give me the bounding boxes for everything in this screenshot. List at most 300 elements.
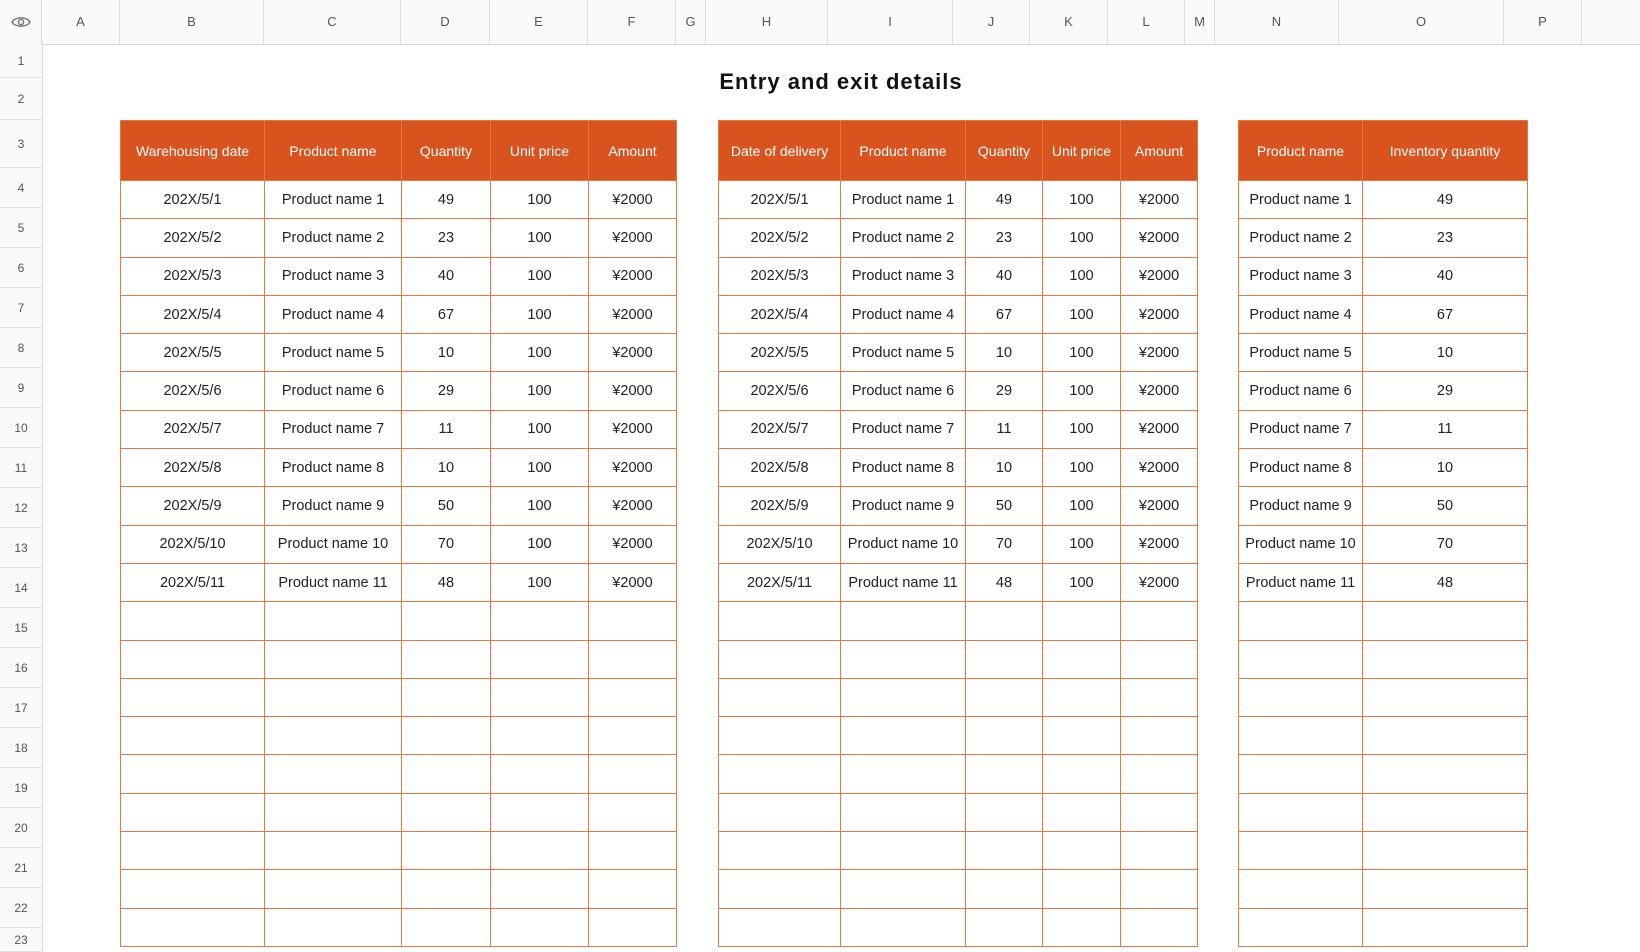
entry-cell-empty[interactable] [265,755,402,793]
exit-cell[interactable]: 202X/5/7 [719,410,841,448]
entry-cell[interactable]: ¥2000 [589,257,677,295]
exit-cell[interactable]: Product name 11 [841,563,966,601]
entry-cell-empty[interactable] [265,793,402,831]
inventory-cell[interactable]: 10 [1363,449,1528,487]
row-header-5[interactable]: 5 [0,208,42,248]
entry-cell-empty[interactable] [265,908,402,946]
inventory-cell[interactable]: 48 [1363,563,1528,601]
exit-cell-empty[interactable] [1043,832,1121,870]
eye-icon[interactable] [11,15,31,29]
entry-cell[interactable]: 202X/5/9 [121,487,265,525]
exit-cell[interactable]: 202X/5/4 [719,295,841,333]
exit-cell[interactable]: ¥2000 [1121,525,1198,563]
exit-cell-empty[interactable] [719,832,841,870]
exit-cell[interactable]: 202X/5/3 [719,257,841,295]
inventory-cell[interactable]: Product name 6 [1239,372,1363,410]
entry-cell[interactable]: 100 [491,487,589,525]
exit-cell[interactable]: 10 [966,334,1043,372]
entry-cell[interactable]: 40 [402,257,491,295]
entry-cell[interactable]: ¥2000 [589,487,677,525]
row-header-12[interactable]: 12 [0,488,42,528]
exit-cell[interactable]: 67 [966,295,1043,333]
entry-cell-empty[interactable] [491,640,589,678]
inventory-cell[interactable]: 11 [1363,410,1528,448]
inventory-cell-empty[interactable] [1363,755,1528,793]
inventory-cell[interactable]: Product name 3 [1239,257,1363,295]
inventory-cell[interactable]: Product name 8 [1239,449,1363,487]
exit-cell-empty[interactable] [1121,755,1198,793]
entry-cell-empty[interactable] [121,755,265,793]
inventory-cell[interactable]: 29 [1363,372,1528,410]
entry-cell[interactable]: 48 [402,563,491,601]
exit-cell[interactable]: 49 [966,181,1043,219]
row-header-15[interactable]: 15 [0,608,42,648]
entry-cell[interactable]: ¥2000 [589,219,677,257]
exit-cell-empty[interactable] [841,832,966,870]
exit-cell[interactable]: ¥2000 [1121,295,1198,333]
entry-cell[interactable]: 11 [402,410,491,448]
exit-cell-empty[interactable] [841,908,966,946]
inventory-cell[interactable]: Product name 4 [1239,295,1363,333]
exit-cell-empty[interactable] [719,602,841,640]
entry-cell[interactable]: ¥2000 [589,372,677,410]
exit-cell-empty[interactable] [719,793,841,831]
entry-cell-empty[interactable] [121,640,265,678]
column-header-a[interactable]: A [42,0,120,44]
entry-cell-empty[interactable] [402,678,491,716]
entry-cell-empty[interactable] [491,678,589,716]
exit-cell[interactable]: 100 [1043,219,1121,257]
row-header-9[interactable]: 9 [0,368,42,408]
column-header-d[interactable]: D [401,0,490,44]
exit-cell[interactable]: Product name 5 [841,334,966,372]
inventory-cell-empty[interactable] [1239,640,1363,678]
exit-cell[interactable]: Product name 9 [841,487,966,525]
exit-cell-empty[interactable] [966,908,1043,946]
row-header-20[interactable]: 20 [0,808,42,848]
entry-cell[interactable]: 100 [491,563,589,601]
exit-cell[interactable]: 11 [966,410,1043,448]
exit-cell-empty[interactable] [966,755,1043,793]
entry-cell[interactable]: 100 [491,334,589,372]
exit-cell-empty[interactable] [841,717,966,755]
entry-cell-empty[interactable] [589,832,677,870]
entry-cell[interactable]: ¥2000 [589,334,677,372]
inventory-cell-empty[interactable] [1363,640,1528,678]
entry-cell-empty[interactable] [402,640,491,678]
inventory-cell[interactable]: Product name 7 [1239,410,1363,448]
entry-cell[interactable]: ¥2000 [589,525,677,563]
exit-cell[interactable]: 100 [1043,525,1121,563]
inventory-cell[interactable]: Product name 2 [1239,219,1363,257]
entry-cell-empty[interactable] [589,870,677,908]
entry-cell-empty[interactable] [402,755,491,793]
table-row-empty [719,870,1198,908]
inventory-cell-empty[interactable] [1239,602,1363,640]
exit-cell-empty[interactable] [966,832,1043,870]
exit-cell[interactable]: 202X/5/5 [719,334,841,372]
inventory-cell-empty[interactable] [1239,832,1363,870]
exit-cell-empty[interactable] [1043,755,1121,793]
entry-cell-empty[interactable] [589,717,677,755]
table-row-empty [1239,717,1528,755]
exit-cell-empty[interactable] [841,602,966,640]
exit-cell-empty[interactable] [1043,717,1121,755]
entry-cell[interactable]: 10 [402,334,491,372]
exit-cell-empty[interactable] [966,717,1043,755]
entry-cell-empty[interactable] [402,793,491,831]
entry-cell-empty[interactable] [589,640,677,678]
exit-cell[interactable]: ¥2000 [1121,563,1198,601]
entry-cell[interactable]: Product name 11 [265,563,402,601]
entry-cell[interactable]: Product name 2 [265,219,402,257]
column-header-f[interactable]: F [588,0,676,44]
row-header-13[interactable]: 13 [0,528,42,568]
entry-cell-empty[interactable] [491,793,589,831]
exit-cell[interactable]: 100 [1043,410,1121,448]
exit-cell[interactable]: Product name 6 [841,372,966,410]
entry-cell-empty[interactable] [589,602,677,640]
exit-cell[interactable]: 23 [966,219,1043,257]
exit-cell-empty[interactable] [1121,870,1198,908]
entry-cell[interactable]: Product name 4 [265,295,402,333]
exit-column-header[interactable]: Product name [841,121,966,181]
entry-cell[interactable]: Product name 9 [265,487,402,525]
exit-cell-empty[interactable] [719,640,841,678]
exit-cell[interactable]: Product name 8 [841,449,966,487]
entry-cell-empty[interactable] [402,602,491,640]
column-header-j[interactable]: J [953,0,1030,44]
entry-cell[interactable]: 100 [491,525,589,563]
entry-cell[interactable]: ¥2000 [589,449,677,487]
entry-column-header[interactable]: Warehousing date [121,121,265,181]
exit-cell-empty[interactable] [1043,678,1121,716]
entry-cell[interactable]: 29 [402,372,491,410]
table-row [121,410,677,448]
entry-cell-empty[interactable] [589,755,677,793]
exit-cell-empty[interactable] [1043,793,1121,831]
exit-cell-empty[interactable] [719,755,841,793]
row-header-21[interactable]: 21 [0,848,42,888]
exit-cell-empty[interactable] [1043,908,1121,946]
entry-column-header[interactable]: Product name [265,121,402,181]
exit-cell[interactable]: 202X/5/9 [719,487,841,525]
inventory-cell[interactable]: 10 [1363,334,1528,372]
exit-cell[interactable]: 202X/5/2 [719,219,841,257]
exit-cell[interactable]: Product name 7 [841,410,966,448]
entry-cell[interactable]: 202X/5/10 [121,525,265,563]
inventory-cell[interactable]: 67 [1363,295,1528,333]
row-header-17[interactable]: 17 [0,688,42,728]
exit-cell-empty[interactable] [1043,640,1121,678]
inventory-cell-empty[interactable] [1239,755,1363,793]
entry-cell-empty[interactable] [265,717,402,755]
entry-cell-empty[interactable] [121,832,265,870]
exit-cell[interactable]: 10 [966,449,1043,487]
exit-cell[interactable]: Product name 4 [841,295,966,333]
entry-cell[interactable]: Product name 10 [265,525,402,563]
exit-cell-empty[interactable] [1121,640,1198,678]
exit-cell-empty[interactable] [966,602,1043,640]
inventory-cell-empty[interactable] [1239,678,1363,716]
exit-cell[interactable]: ¥2000 [1121,334,1198,372]
row-header-11[interactable]: 11 [0,448,42,488]
exit-cell-empty[interactable] [1121,793,1198,831]
exit-cell-empty[interactable] [1121,602,1198,640]
exit-cell[interactable]: 100 [1043,257,1121,295]
inventory-cell-empty[interactable] [1363,717,1528,755]
entry-cell-empty[interactable] [491,602,589,640]
column-header-g[interactable]: G [676,0,706,44]
row-header-6[interactable]: 6 [0,248,42,288]
entry-cell-empty[interactable] [589,908,677,946]
row-header-19[interactable]: 19 [0,768,42,808]
table-row-empty [121,717,677,755]
entry-cell-empty[interactable] [491,870,589,908]
exit-cell[interactable]: ¥2000 [1121,372,1198,410]
entry-cell-empty[interactable] [265,602,402,640]
column-header-e[interactable]: E [490,0,588,44]
inventory-cell-empty[interactable] [1239,793,1363,831]
entry-cell-empty[interactable] [121,717,265,755]
exit-cell[interactable]: 100 [1043,449,1121,487]
entry-cell[interactable]: 202X/5/3 [121,257,265,295]
column-header-h[interactable]: H [706,0,828,44]
inventory-cell[interactable]: 50 [1363,487,1528,525]
exit-cell-empty[interactable] [1043,870,1121,908]
sheet-title[interactable]: Entry and exit details [719,69,963,94]
entry-column-header[interactable]: Amount [589,121,677,181]
entry-cell-empty[interactable] [402,870,491,908]
exit-cell-empty[interactable] [966,678,1043,716]
row-header-3[interactable]: 3 [0,120,42,168]
inventory-cell-empty[interactable] [1239,870,1363,908]
entry-cell[interactable]: Product name 8 [265,449,402,487]
entry-cell[interactable]: 100 [491,372,589,410]
entry-cell[interactable]: Product name 1 [265,181,402,219]
entry-cell[interactable]: ¥2000 [589,410,677,448]
entry-cell-empty[interactable] [265,870,402,908]
entry-cell[interactable]: 202X/5/8 [121,449,265,487]
entry-cell[interactable]: 10 [402,449,491,487]
entry-cell[interactable]: ¥2000 [589,295,677,333]
exit-cell[interactable]: 100 [1043,372,1121,410]
row-header-4[interactable]: 4 [0,168,42,208]
inventory-cell[interactable]: Product name 5 [1239,334,1363,372]
entry-cell[interactable]: Product name 7 [265,410,402,448]
select-all-corner[interactable] [0,0,42,44]
exit-cell[interactable]: 70 [966,525,1043,563]
exit-cell-empty[interactable] [1043,602,1121,640]
row-header-2[interactable]: 2 [0,78,42,120]
entry-cell[interactable]: 100 [491,257,589,295]
column-header-n[interactable]: N [1215,0,1339,44]
exit-cell[interactable]: 100 [1043,487,1121,525]
exit-cell-empty[interactable] [719,870,841,908]
exit-cell[interactable]: 202X/5/11 [719,563,841,601]
entry-cell-empty[interactable] [121,602,265,640]
entry-cell-empty[interactable] [402,832,491,870]
entry-cell-empty[interactable] [402,717,491,755]
row-header-1[interactable]: 1 [0,44,42,78]
exit-column-header[interactable]: Quantity [966,121,1043,181]
entry-cell[interactable]: 100 [491,219,589,257]
entry-cell[interactable]: 49 [402,181,491,219]
inventory-cell[interactable]: 49 [1363,181,1528,219]
entry-cell-empty[interactable] [121,908,265,946]
exit-cell[interactable]: 100 [1043,181,1121,219]
entry-cell[interactable]: Product name 6 [265,372,402,410]
exit-cell[interactable]: 202X/5/6 [719,372,841,410]
row-header-16[interactable]: 16 [0,648,42,688]
exit-cell-empty[interactable] [1121,908,1198,946]
exit-cell[interactable]: Product name 3 [841,257,966,295]
inventory-cell-empty[interactable] [1363,870,1528,908]
exit-cell[interactable]: 40 [966,257,1043,295]
column-header-b[interactable]: B [120,0,264,44]
exit-cell[interactable]: ¥2000 [1121,449,1198,487]
entry-cell[interactable]: 100 [491,449,589,487]
row-header-18[interactable]: 18 [0,728,42,768]
entry-cell-empty[interactable] [402,908,491,946]
row-header-23[interactable]: 23 [0,928,42,952]
column-header-i[interactable]: I [828,0,953,44]
exit-cell-empty[interactable] [841,793,966,831]
column-header-c[interactable]: C [264,0,401,44]
exit-cell-empty[interactable] [719,908,841,946]
entry-column-header[interactable]: Quantity [402,121,491,181]
inventory-cell-empty[interactable] [1363,602,1528,640]
inventory-cell-empty[interactable] [1239,908,1363,946]
exit-cell[interactable]: 202X/5/8 [719,449,841,487]
entry-cell-empty[interactable] [589,678,677,716]
column-header-p[interactable]: P [1504,0,1582,44]
column-header-k[interactable]: K [1030,0,1108,44]
entry-cell[interactable]: 100 [491,181,589,219]
entry-cell[interactable]: 202X/5/5 [121,334,265,372]
exit-cell[interactable]: ¥2000 [1121,181,1198,219]
entry-cell-empty[interactable] [265,832,402,870]
exit-cell[interactable]: ¥2000 [1121,410,1198,448]
exit-cell-empty[interactable] [719,717,841,755]
exit-cell[interactable]: Product name 1 [841,181,966,219]
entry-cell[interactable]: 23 [402,219,491,257]
entry-cell[interactable]: Product name 3 [265,257,402,295]
entry-cell[interactable]: 50 [402,487,491,525]
inventory-cell[interactable]: 40 [1363,257,1528,295]
entry-cell-empty[interactable] [589,793,677,831]
entry-cell[interactable]: 100 [491,295,589,333]
entry-cell[interactable]: 70 [402,525,491,563]
exit-cell[interactable]: ¥2000 [1121,487,1198,525]
entry-column-header[interactable]: Unit price [491,121,589,181]
entry-cell-empty[interactable] [491,908,589,946]
entry-cell[interactable]: ¥2000 [589,563,677,601]
exit-cell-empty[interactable] [966,640,1043,678]
inventory-cell[interactable]: 23 [1363,219,1528,257]
entry-cell-empty[interactable] [121,678,265,716]
inventory-cell[interactable]: Product name 11 [1239,563,1363,601]
inventory-cell-empty[interactable] [1363,793,1528,831]
exit-cell[interactable]: 48 [966,563,1043,601]
exit-cell[interactable]: ¥2000 [1121,257,1198,295]
entry-cell[interactable]: 202X/5/6 [121,372,265,410]
entry-cell-empty[interactable] [121,793,265,831]
inventory-cell-empty[interactable] [1239,717,1363,755]
exit-cell[interactable]: 100 [1043,563,1121,601]
entry-cell-empty[interactable] [265,678,402,716]
exit-column-header[interactable]: Date of delivery [719,121,841,181]
entry-cell[interactable]: ¥2000 [589,181,677,219]
entry-cell-empty[interactable] [491,717,589,755]
inventory-cell[interactable]: Product name 9 [1239,487,1363,525]
exit-cell-empty[interactable] [1121,717,1198,755]
entry-cell[interactable]: 100 [491,410,589,448]
inventory-cell-empty[interactable] [1363,832,1528,870]
exit-cell-empty[interactable] [719,678,841,716]
exit-cell[interactable]: ¥2000 [1121,219,1198,257]
exit-cell[interactable]: 100 [1043,334,1121,372]
exit-cell[interactable]: Product name 2 [841,219,966,257]
table-row-empty [121,755,677,793]
row-header-7[interactable]: 7 [0,288,42,328]
entry-cell[interactable]: 67 [402,295,491,333]
row-header-22[interactable]: 22 [0,888,42,928]
entry-cell[interactable]: 202X/5/2 [121,219,265,257]
exit-cell[interactable]: 100 [1043,295,1121,333]
row-header-8[interactable]: 8 [0,328,42,368]
table-row-empty [1239,602,1528,640]
entry-cell[interactable]: 202X/5/11 [121,563,265,601]
inventory-cell[interactable]: Product name 10 [1239,525,1363,563]
exit-column-header[interactable]: Amount [1121,121,1198,181]
entry-cell-empty[interactable] [491,755,589,793]
inventory-cell[interactable]: 70 [1363,525,1528,563]
exit-cell-empty[interactable] [841,755,966,793]
column-header-l[interactable]: L [1108,0,1185,44]
entry-cell[interactable]: 202X/5/4 [121,295,265,333]
exit-cell[interactable]: 29 [966,372,1043,410]
exit-cell-empty[interactable] [841,678,966,716]
exit-cell-empty[interactable] [841,870,966,908]
entry-cell[interactable]: Product name 5 [265,334,402,372]
entry-cell-empty[interactable] [491,832,589,870]
exit-cell-empty[interactable] [1121,832,1198,870]
inventory-cell-empty[interactable] [1363,908,1528,946]
inventory-cell[interactable]: Product name 1 [1239,181,1363,219]
row-header-14[interactable]: 14 [0,568,42,608]
exit-cell[interactable]: 202X/5/10 [719,525,841,563]
exit-cell[interactable]: Product name 10 [841,525,966,563]
exit-column-header[interactable]: Unit price [1043,121,1121,181]
inventory-column-header[interactable]: Product name [1239,121,1363,181]
exit-cell[interactable]: 50 [966,487,1043,525]
entry-cell[interactable]: 202X/5/1 [121,181,265,219]
exit-cell-empty[interactable] [966,870,1043,908]
column-header-m[interactable]: M [1185,0,1215,44]
entry-cell[interactable]: 202X/5/7 [121,410,265,448]
inventory-column-header[interactable]: Inventory quantity [1363,121,1528,181]
inventory-cell-empty[interactable] [1363,678,1528,716]
exit-cell-empty[interactable] [841,640,966,678]
column-header-o[interactable]: O [1339,0,1504,44]
entry-cell-empty[interactable] [265,640,402,678]
exit-cell-empty[interactable] [1121,678,1198,716]
exit-cell-empty[interactable] [966,793,1043,831]
row-header-10[interactable]: 10 [0,408,42,448]
exit-cell[interactable]: 202X/5/1 [719,181,841,219]
entry-cell-empty[interactable] [121,870,265,908]
